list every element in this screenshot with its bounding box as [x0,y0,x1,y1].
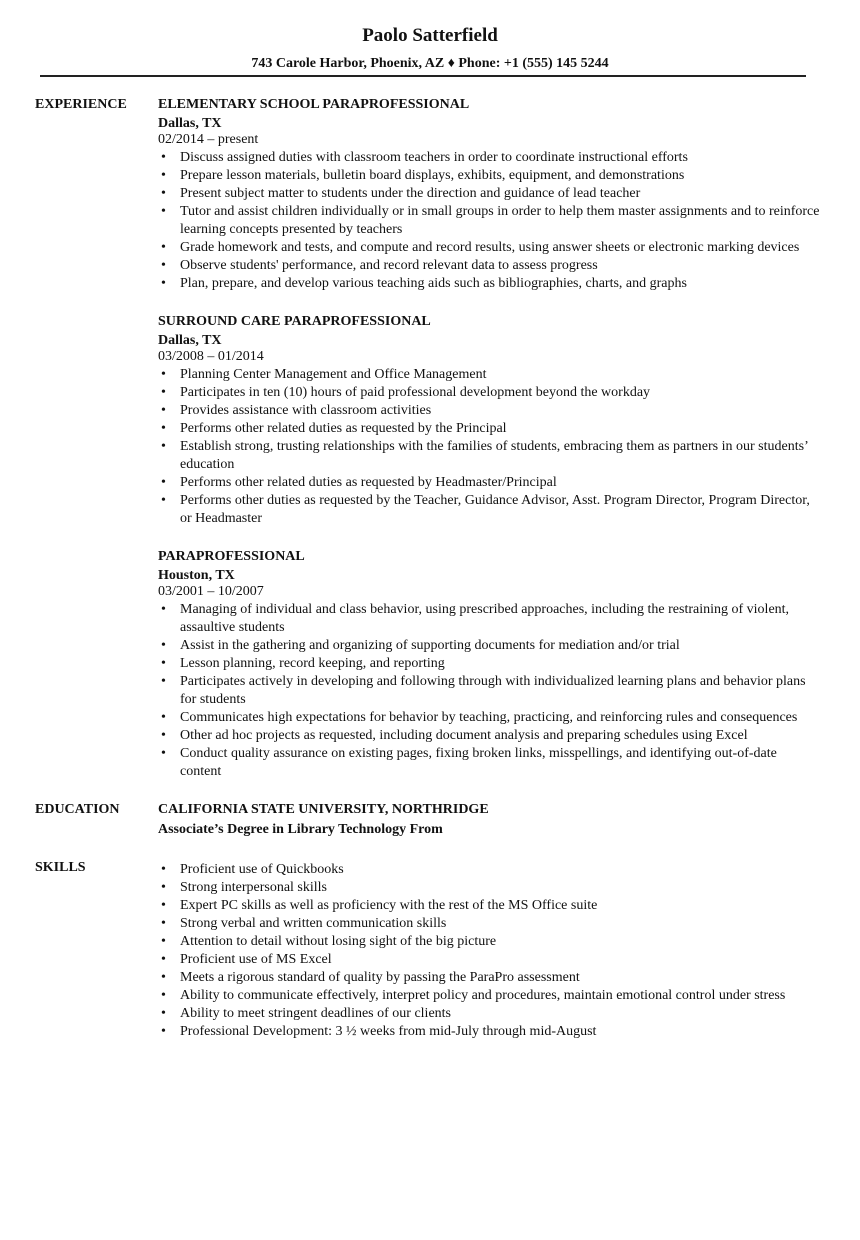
list-item: • Proficient use of MS Excel [158,951,820,969]
candidate-name: Paolo Satterfield [362,25,498,46]
job-entry [158,96,820,293]
list-item: • Plan, prepare, and develop various teaching aids such as bibliographies, charts, and graphs [158,275,820,293]
list-item: • Other ad hoc projects as requested, including document analysis and preparing schedules using Excel [158,727,820,745]
list-item: • Professional Development: 3 ½ weeks from mid-July through mid-August [158,1023,820,1041]
list-item: • Conduct quality assurance on existing pages, fixing broken links, misspellings, and identifying out-of-date content [158,745,820,781]
list-item: • Lesson planning, record keeping, and reporting [158,655,820,673]
job-duties-list [158,601,820,781]
list-item: • Prepare lesson materials, bulletin board displays, exhibits, equipment, and demonstrations [158,167,820,185]
list-item: • Participates actively in developing and following through with individualized learning plans and behavior plans for students [158,673,820,709]
list-item: • Ability to meet stringent deadlines of our clients [158,1005,820,1023]
list-item: • Provides assistance with classroom activities [158,402,820,420]
resume-header [0,0,860,73]
job-location: Dallas, TX [158,116,222,131]
degree-name: Associate’s Degree in Library Technology From [158,822,443,837]
list-item: • Performs other related duties as requested by the Principal [158,420,820,438]
job-location: Dallas, TX [158,333,222,348]
list-item: • Attention to detail without losing sight of the big picture [158,933,820,951]
list-item: • Participates in ten (10) hours of paid professional development beyond the workday [158,384,820,402]
experience-section [0,96,860,781]
experience-label: EXPERIENCE [35,97,127,112]
list-item: • Grade homework and tests, and compute and record results, using answer sheets or electronic marking devices [158,239,820,257]
list-item: • Planning Center Management and Office Management [158,366,820,384]
job-entry [158,548,820,781]
header-divider [40,75,806,77]
job-location: Houston, TX [158,568,235,583]
list-item: • Performs other duties as requested by the Teacher, Guidance Advisor, Asst. Program Director, Program Director, or Headmaster [158,492,820,528]
list-item: • Proficient use of Quickbooks [158,861,820,879]
list-item: • Discuss assigned duties with classroom teachers in order to coordinate instructional efforts [158,149,820,167]
school-name: CALIFORNIA STATE UNIVERSITY, NORTHRIDGE [158,802,489,817]
education-section [0,801,860,839]
list-item: • Managing of individual and class behavior, using prescribed approaches, including the restraining of violent, assaultive students [158,601,820,637]
list-item: • Strong interpersonal skills [158,879,820,897]
job-title: PARAPROFESSIONAL [158,549,305,564]
list-item: • Communicates high expectations for behavior by teaching, practicing, and reinforcing rules and consequences [158,709,820,727]
list-item: • Ability to communicate effectively, interpret policy and procedures, maintain emotional control under stress [158,987,820,1005]
skills-body [158,859,820,1041]
list-item: • Meets a rigorous standard of quality by passing the ParaPro assessment [158,969,820,987]
list-item: • Tutor and assist children individually or in small groups in order to help them master assignments and to reinforce learning concepts presented by teachers [158,203,820,239]
contact-line: 743 Carole Harbor, Phoenix, AZ ♦ Phone: +1 (555) 145 5244 [251,56,609,71]
job-title: SURROUND CARE PARAPROFESSIONAL [158,314,431,329]
skills-label: SKILLS [35,860,86,875]
job-dates: 03/2008 – 01/2014 [158,349,264,364]
list-item: • Performs other related duties as requested by Headmaster/Principal [158,474,820,492]
skills-section [0,859,860,1041]
list-item: • Present subject matter to students under the direction and guidance of lead teacher [158,185,820,203]
education-label: EDUCATION [35,802,120,817]
job-duties-list [158,149,820,293]
list-item: • Establish strong, trusting relationships with the families of students, embracing them as partners in our students’ education [158,438,820,474]
job-duties-list [158,366,820,528]
job-dates: 02/2014 – present [158,132,259,147]
experience-body [158,96,820,781]
education-body [158,801,820,839]
job-entry [158,313,820,528]
job-title: ELEMENTARY SCHOOL PARAPROFESSIONAL [158,97,470,112]
job-dates: 03/2001 – 10/2007 [158,584,264,599]
list-item: • Assist in the gathering and organizing of supporting documents for mediation and/or trial [158,637,820,655]
skills-list [158,861,820,1041]
list-item: • Expert PC skills as well as proficiency with the rest of the MS Office suite [158,897,820,915]
list-item: • Observe students' performance, and record relevant data to assess progress [158,257,820,275]
list-item: • Strong verbal and written communication skills [158,915,820,933]
